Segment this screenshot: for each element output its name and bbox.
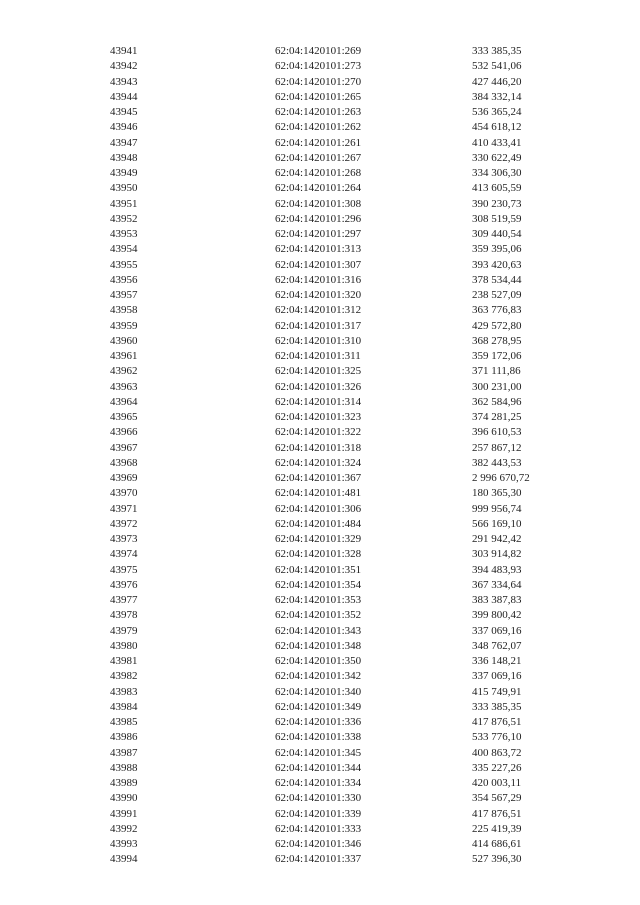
cadastral-number-cell: 62:04:1420101:261: [275, 136, 362, 149]
row-number-cell: 43985: [110, 716, 138, 728]
table-row: [0, 151, 640, 166]
row-number-cell: 43952: [110, 212, 138, 225]
row-number-cell: 43970: [110, 487, 138, 500]
cadastral-value-cell: 415 749,91: [472, 685, 522, 698]
cadastral-value-cell: 334 306,30: [472, 167, 522, 179]
cadastral-value-cell: 527 396,30: [472, 853, 522, 866]
cadastral-value-cell: 336 148,21: [472, 655, 522, 667]
row-number-cell: 43959: [110, 319, 138, 332]
cadastral-value-cell: 333 385,35: [472, 700, 522, 713]
cadastral-number-cell: 62:04:1420101:348: [275, 639, 362, 652]
row-number-cell: 43944: [110, 90, 138, 103]
row-number-cell: 43956: [110, 273, 138, 286]
cadastral-value-cell: 348 762,07: [472, 639, 522, 652]
row-number-cell: 43949: [110, 167, 138, 179]
table-row: [0, 181, 640, 196]
row-number-cell: 43994: [110, 853, 138, 866]
table-row: [0, 776, 640, 791]
table-row: [0, 90, 640, 105]
row-number-cell: 43968: [110, 456, 138, 469]
table-row: [0, 532, 640, 547]
table-row: [0, 334, 640, 349]
table-row: [0, 852, 640, 867]
table-row: [0, 563, 640, 578]
table-row: [0, 654, 640, 669]
cadastral-value-cell: 368 278,95: [472, 334, 522, 347]
table-row: [0, 395, 640, 410]
table-row: [0, 303, 640, 318]
table-row: [0, 227, 640, 242]
cadastral-value-cell: 225 419,39: [472, 822, 522, 835]
row-number-cell: 43946: [110, 121, 138, 134]
cadastral-value-cell: 393 420,63: [472, 258, 522, 271]
cadastral-number-cell: 62:04:1420101:308: [275, 197, 362, 210]
row-number-cell: 43943: [110, 75, 138, 88]
table-row: [0, 761, 640, 776]
row-number-cell: 43989: [110, 777, 138, 789]
cadastral-number-cell: 62:04:1420101:333: [275, 822, 362, 835]
cadastral-number-cell: 62:04:1420101:317: [275, 319, 362, 332]
table-row: [0, 593, 640, 608]
row-number-cell: 43988: [110, 761, 138, 774]
table-row: [0, 410, 640, 425]
cadastral-number-cell: 62:04:1420101:339: [275, 807, 362, 820]
table-row: [0, 730, 640, 745]
cadastral-value-cell: 390 230,73: [472, 197, 522, 210]
cadastral-value-cell: 382 443,53: [472, 456, 522, 469]
cadastral-value-cell: 536 365,24: [472, 106, 522, 118]
row-number-cell: 43964: [110, 395, 138, 408]
cadastral-number-cell: 62:04:1420101:344: [275, 761, 362, 774]
cadastral-number-cell: 62:04:1420101:269: [275, 45, 362, 57]
cadastral-value-cell: 362 584,96: [472, 395, 522, 408]
table-row: [0, 166, 640, 181]
cadastral-number-cell: 62:04:1420101:273: [275, 60, 362, 73]
row-number-cell: 43963: [110, 380, 138, 393]
cadastral-value-cell: 383 387,83: [472, 594, 522, 606]
cadastral-value-cell: 378 534,44: [472, 273, 522, 286]
table-row: [0, 380, 640, 395]
cadastral-value-cell: 330 622,49: [472, 151, 522, 164]
table-row: [0, 44, 640, 59]
table-row: [0, 425, 640, 440]
cadastral-value-cell: 359 395,06: [472, 243, 522, 256]
cadastral-number-cell: 62:04:1420101:313: [275, 243, 362, 256]
cadastral-value-cell: 400 863,72: [472, 746, 522, 759]
cadastral-number-cell: 62:04:1420101:484: [275, 517, 362, 530]
table-row: [0, 364, 640, 379]
table-row: [0, 59, 640, 74]
table-row: [0, 822, 640, 837]
table-row: [0, 258, 640, 273]
cadastral-number-cell: 62:04:1420101:264: [275, 182, 362, 195]
cadastral-value-cell: 454 618,12: [472, 121, 522, 134]
cadastral-value-cell: 414 686,61: [472, 838, 522, 850]
cadastral-value-cell: 257 867,12: [472, 441, 522, 454]
cadastral-number-cell: 62:04:1420101:265: [275, 90, 362, 103]
cadastral-value-cell: 396 610,53: [472, 426, 522, 439]
table-row: [0, 685, 640, 700]
table-row: [0, 120, 640, 135]
table-row: [0, 517, 640, 532]
cadastral-number-cell: 62:04:1420101:296: [275, 212, 362, 225]
cadastral-value-cell: 410 433,41: [472, 136, 522, 149]
cadastral-value-cell: 2 996 670,72: [472, 472, 530, 484]
cadastral-number-cell: 62:04:1420101:340: [275, 685, 362, 698]
cadastral-value-cell: 337 069,16: [472, 624, 522, 637]
cadastral-number-cell: 62:04:1420101:334: [275, 777, 362, 789]
row-number-cell: 43973: [110, 533, 138, 545]
row-number-cell: 43955: [110, 258, 138, 271]
cadastral-number-cell: 62:04:1420101:306: [275, 502, 362, 515]
row-number-cell: 43942: [110, 60, 138, 73]
cadastral-number-cell: 62:04:1420101:322: [275, 426, 362, 439]
cadastral-value-cell: 533 776,10: [472, 731, 522, 744]
row-number-cell: 43993: [110, 838, 138, 850]
cadastral-number-cell: 62:04:1420101:353: [275, 594, 362, 606]
cadastral-value-cell: 337 069,16: [472, 670, 522, 683]
cadastral-value-cell: 363 776,83: [472, 304, 522, 317]
cadastral-number-cell: 62:04:1420101:314: [275, 395, 362, 408]
row-number-cell: 43950: [110, 182, 138, 195]
cadastral-number-cell: 62:04:1420101:312: [275, 304, 362, 317]
cadastral-value-cell: 335 227,26: [472, 761, 522, 774]
row-number-cell: 43941: [110, 45, 138, 57]
cadastral-value-cell: 309 440,54: [472, 228, 522, 240]
table-row: [0, 441, 640, 456]
cadastral-number-cell: 62:04:1420101:343: [275, 624, 362, 637]
cadastral-number-cell: 62:04:1420101:324: [275, 456, 362, 469]
row-number-cell: 43975: [110, 563, 138, 576]
cadastral-value-cell: 399 800,42: [472, 609, 522, 622]
cadastral-value-cell: 238 527,09: [472, 289, 522, 301]
cadastral-value-cell: 308 519,59: [472, 212, 522, 225]
table-row: [0, 746, 640, 761]
row-number-cell: 43978: [110, 609, 138, 622]
table-row: [0, 715, 640, 730]
cadastral-number-cell: 62:04:1420101:329: [275, 533, 362, 545]
cadastral-number-cell: 62:04:1420101:323: [275, 411, 362, 423]
table-row: [0, 471, 640, 486]
row-number-cell: 43954: [110, 243, 138, 256]
cadastral-number-cell: 62:04:1420101:267: [275, 151, 362, 164]
cadastral-value-cell: 999 956,74: [472, 502, 522, 515]
cadastral-number-cell: 62:04:1420101:262: [275, 121, 362, 134]
row-number-cell: 43966: [110, 426, 138, 439]
table-row: [0, 105, 640, 120]
table-row: [0, 547, 640, 562]
row-number-cell: 43974: [110, 548, 138, 561]
table-row: [0, 136, 640, 151]
cadastral-number-cell: 62:04:1420101:346: [275, 838, 362, 850]
row-number-cell: 43961: [110, 350, 138, 362]
cadastral-number-cell: 62:04:1420101:342: [275, 670, 362, 683]
cadastral-value-cell: 371 111,86: [472, 365, 521, 378]
row-number-cell: 43965: [110, 411, 138, 423]
cadastral-value-cell: 417 876,51: [472, 716, 522, 728]
row-number-cell: 43979: [110, 624, 138, 637]
cadastral-value-cell: 427 446,20: [472, 75, 522, 88]
row-number-cell: 43986: [110, 731, 138, 744]
table-row: [0, 639, 640, 654]
row-number-cell: 43960: [110, 334, 138, 347]
cadastral-value-cell: 180 365,30: [472, 487, 522, 500]
row-number-cell: 43957: [110, 289, 138, 301]
table-row: [0, 807, 640, 822]
cadastral-value-cell: 384 332,14: [472, 90, 522, 103]
cadastral-number-cell: 62:04:1420101:325: [275, 365, 362, 378]
cadastral-number-cell: 62:04:1420101:337: [275, 853, 362, 866]
table-row: [0, 288, 640, 303]
table-row: [0, 608, 640, 623]
table-row: [0, 349, 640, 364]
cadastral-value-cell: 359 172,06: [472, 350, 522, 362]
row-number-cell: 43948: [110, 151, 138, 164]
row-number-cell: 43980: [110, 639, 138, 652]
row-number-cell: 43953: [110, 228, 138, 240]
row-number-cell: 43987: [110, 746, 138, 759]
cadastral-number-cell: 62:04:1420101:338: [275, 731, 362, 744]
table-row: [0, 212, 640, 227]
table-row: [0, 700, 640, 715]
row-number-cell: 43947: [110, 136, 138, 149]
table-row: [0, 837, 640, 852]
cadastral-number-cell: 62:04:1420101:318: [275, 441, 362, 454]
cadastral-value-cell: 300 231,00: [472, 380, 522, 393]
row-number-cell: 43982: [110, 670, 138, 683]
table-row: [0, 456, 640, 471]
cadastral-number-cell: 62:04:1420101:307: [275, 258, 362, 271]
cadastral-number-cell: 62:04:1420101:311: [275, 350, 361, 362]
row-number-cell: 43972: [110, 517, 138, 530]
cadastral-value-cell: 417 876,51: [472, 807, 522, 820]
cadastral-value-cell: 420 003,11: [472, 777, 522, 789]
table-row: [0, 75, 640, 90]
cadastral-number-cell: 62:04:1420101:354: [275, 578, 362, 591]
table-row: [0, 242, 640, 257]
cadastral-value-cell: 354 567,29: [472, 792, 522, 805]
cadastral-value-cell: 303 914,82: [472, 548, 522, 561]
cadastral-value-cell: 333 385,35: [472, 45, 522, 57]
table-row: [0, 197, 640, 212]
table-row: [0, 669, 640, 684]
cadastral-number-cell: 62:04:1420101:316: [275, 273, 362, 286]
cadastral-number-cell: 62:04:1420101:345: [275, 746, 362, 759]
cadastral-value-cell: 532 541,06: [472, 60, 522, 73]
row-number-cell: 43971: [110, 502, 138, 515]
cadastral-value-cell: 367 334,64: [472, 578, 522, 591]
cadastral-number-cell: 62:04:1420101:367: [275, 472, 362, 484]
table-row: [0, 273, 640, 288]
row-number-cell: 43976: [110, 578, 138, 591]
cadastral-number-cell: 62:04:1420101:328: [275, 548, 362, 561]
row-number-cell: 43958: [110, 304, 138, 317]
row-number-cell: 43981: [110, 655, 138, 667]
cadastral-value-cell: 429 572,80: [472, 319, 522, 332]
cadastral-number-cell: 62:04:1420101:270: [275, 75, 362, 88]
cadastral-number-cell: 62:04:1420101:297: [275, 228, 362, 240]
cadastral-number-cell: 62:04:1420101:330: [275, 792, 362, 805]
cadastral-number-cell: 62:04:1420101:349: [275, 700, 362, 713]
cadastral-number-cell: 62:04:1420101:320: [275, 289, 362, 301]
table-row: [0, 502, 640, 517]
row-number-cell: 43945: [110, 106, 138, 118]
row-number-cell: 43983: [110, 685, 138, 698]
cadastral-value-cell: 394 483,93: [472, 563, 522, 576]
table-row: [0, 791, 640, 806]
cadastral-number-cell: 62:04:1420101:310: [275, 334, 362, 347]
table-row: [0, 486, 640, 501]
row-number-cell: 43977: [110, 594, 138, 606]
cadastral-value-cell: 413 605,59: [472, 182, 522, 195]
row-number-cell: 43990: [110, 792, 138, 805]
cadastral-number-cell: 62:04:1420101:336: [275, 716, 362, 728]
cadastral-value-cell: 566 169,10: [472, 517, 522, 530]
cadastral-number-cell: 62:04:1420101:350: [275, 655, 362, 667]
cadastral-number-cell: 62:04:1420101:326: [275, 380, 362, 393]
cadastral-number-cell: 62:04:1420101:352: [275, 609, 362, 622]
row-number-cell: 43991: [110, 807, 138, 820]
cadastral-number-cell: 62:04:1420101:481: [275, 487, 362, 500]
table-row: [0, 624, 640, 639]
row-number-cell: 43984: [110, 700, 138, 713]
cadastral-value-table: [0, 44, 640, 868]
row-number-cell: 43969: [110, 472, 138, 484]
cadastral-value-cell: 374 281,25: [472, 411, 522, 423]
cadastral-number-cell: 62:04:1420101:268: [275, 167, 362, 179]
row-number-cell: 43992: [110, 822, 138, 835]
cadastral-value-cell: 291 942,42: [472, 533, 522, 545]
table-row: [0, 578, 640, 593]
cadastral-number-cell: 62:04:1420101:263: [275, 106, 362, 118]
row-number-cell: 43951: [110, 197, 138, 210]
row-number-cell: 43967: [110, 441, 138, 454]
cadastral-number-cell: 62:04:1420101:351: [275, 563, 362, 576]
row-number-cell: 43962: [110, 365, 138, 378]
table-row: [0, 319, 640, 334]
